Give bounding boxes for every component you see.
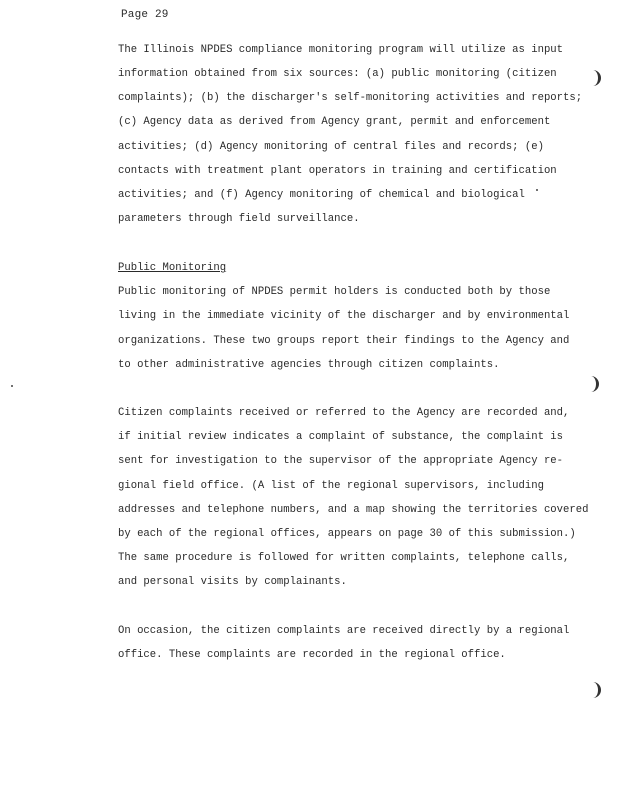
text-line: gional field office. (A list of the regional supervisors, including [118, 480, 544, 492]
text-line: organizations. These two groups report their findings to the Agency and [118, 335, 570, 347]
binder-hole-mark [590, 682, 601, 698]
text-line: Citizen complaints received or referred to the Agency are recorded and, [118, 407, 570, 419]
text-line: sent for investigation to the supervisor of the appropriate Agency re- [118, 455, 564, 467]
text-line: activities; (d) Agency monitoring of central files and records; (e) [118, 141, 544, 153]
text-line: On occasion, the citizen complaints are received directly by a regional [118, 625, 570, 637]
text-line: if initial review indicates a complaint of substance, the complaint is [118, 431, 564, 443]
text-line: living in the immediate vicinity of the discharger and by environmental [118, 310, 570, 322]
text-line: The Illinois NPDES compliance monitoring program will utilize as input [118, 44, 564, 56]
text-line: contacts with treatment plant operators in training and certification [118, 165, 557, 177]
binder-hole-mark [588, 376, 599, 392]
text-line: to other administrative agencies through citizen complaints. [118, 359, 500, 371]
text-line: parameters through field surveillance. [118, 213, 360, 225]
text-line: office. These complaints are recorded in the regional office. [118, 649, 506, 661]
binder-hole-mark [590, 70, 601, 86]
text-line: Public monitoring of NPDES permit holders is conducted both by those [118, 286, 551, 298]
section-heading-public-monitoring: Public Monitoring [118, 262, 227, 274]
text-line: addresses and telephone numbers, and a map showing the territories covered [118, 504, 589, 516]
scan-speck [11, 385, 13, 387]
text-line: complaints); (b) the discharger's self-monitoring activities and reports; [118, 92, 583, 104]
text-line: (c) Agency data as derived from Agency grant, permit and enforcement [118, 116, 551, 128]
page-number: Page 29 [121, 9, 169, 21]
text-line: The same procedure is followed for written complaints, telephone calls, [118, 552, 570, 564]
scan-speck [536, 189, 538, 191]
text-line: activities; and (f) Agency monitoring of chemical and biological [118, 189, 525, 201]
text-line: and personal visits by complainants. [118, 576, 347, 588]
text-line: by each of the regional offices, appears on page 30 of this submission.) [118, 528, 576, 540]
text-line: information obtained from six sources: (a) public monitoring (citizen [118, 68, 557, 80]
